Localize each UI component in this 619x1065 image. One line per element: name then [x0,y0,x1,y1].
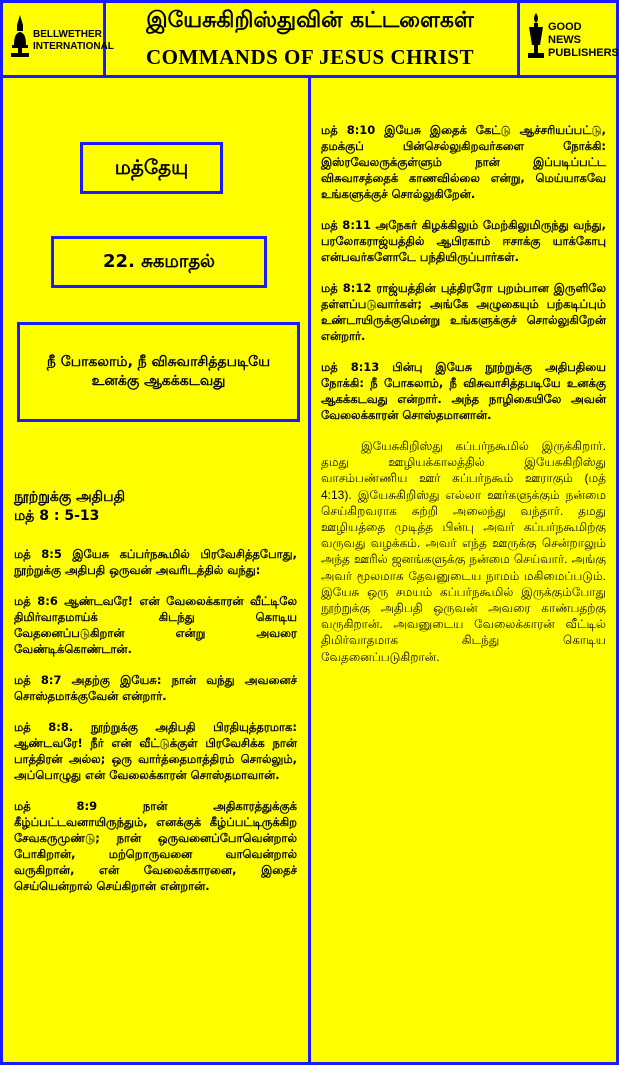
title-tamil: இயேசுகிறிஸ்துவின் கட்டளைகள் [146,8,474,33]
verse-8-8: மத் 8:8. நூற்றுக்கு அதிபதி பிரதியுத்தரமாக: ஆண்டவரே! நீர் என் வீட்டுக்குள் பிரவேசிக்க நான் பாத்திரன் அல்ல; ஒரு வார்த்தைமாத்திரம் சொல்லும், அப்பொழுது என் வேலைக்காரன் சொஸ்தமாவான். [14,720,297,782]
bellwether-logo [3,3,114,75]
good-news-logo [517,3,619,75]
verse-8-5: மத் 8:5 இயேசு கப்பர்நகூமில் பிரவேசித்தபோது, நூற்றுக்கு அதிபதி ஒருவன் அவரிடத்தில் வந்து: [14,547,297,577]
left-logo-line1: BELLWETHER [33,29,102,40]
bell-tower-icon [9,15,31,59]
verse-8-10: மத் 8:10 இயேசு இதைக் கேட்டு ஆச்சரியப்பட்டு, தமக்குப் பின்செல்லுகிறவர்களை நோக்கி: இஸ்ரவேலருக்குள்ளும் நான் இப்படிப்பட்ட விசுவாசத்தைக் காணவில்லை என்று, மெய்யாகவே உங்களுக்குச் சொல்லுகிறேன். [321,123,606,201]
verse-8-11: மத் 8:11 அநேகர் கிழக்கிலும் மேற்கிலுமிருந்து வந்து, பரலோகராஜ்யத்தில் ஆபிரகாம் ஈசாக்கு யாக்கோபு என்பவர்களோடே பந்தியிருப்பார்கள். [321,218,606,264]
subtitle-box: நீ போகலாம், நீ விசுவாசித்தபடியே உனக்கு ஆகக்கடவது [17,322,300,422]
book-title: மத்தேயு [80,142,223,194]
verse-8-9: மத் 8:9 நான் அதிகாரத்துக்குக் கீழ்ப்பட்டவனாயிருந்தும், எனக்குக் கீழ்ப்பட்டிருக்கிற சேவகருமுண்டு; நான் ஒருவனைப்போவென்றால் போகிறான், மற்றொருவனை வாவென்றால் வருகிறான், என் வேலைக்காரனை, இதைச் செய்யென்றால் செய்கிறான் என்றான். [14,799,297,893]
right-logo-line2: PUBLISHERS [548,47,619,59]
header [0,0,619,78]
verse-8-12: மத் 8:12 ராஜ்யத்தின் புத்திரரோ புறம்பான இருளிலே தள்ளப்படுவார்கள்; அங்கே அழுகையும் பற்கடிப்பும் உண்டாயிருக்குமென்று உங்களுக்குச் சொல்லுகிறேன் என்றார். [321,281,606,343]
verse-8-6: மத் 8:6 ஆண்டவரே! என் வேலைக்காரன் வீட்டிலே திமிர்வாதமாய்க் கிடந்து கொடிய வேதனைப்படுகிறான் என்று அவரை வேண்டிக்கொண்டான். [14,594,297,656]
left-logo-line2: INTERNATIONAL [33,41,114,52]
section-heading-title: நூற்றுக்கு அதிபதி [14,489,126,505]
commentary-paragraph: இயேசுகிறிஸ்து கப்பர்நகூமில் இருக்கிறார். தமது ஊழியக்காலத்தில் இயேசுகிறிஸ்து வாசம்பண்ணிய ஊர் கப்பர்நகூம் ஊராகும் (மத் 4:13). இயேசுகிறிஸ்து எல்லா ஊர்களுக்கும் நன்மை செய்கிறவராக சுற்றி அலைந்து வந்தார். தமது ஊழியத்தை முடித்த பின்பு அவர் கப்பர்நகூமிற்கு வருவது வழக்கம். அவர் எந்த ஊருக்கு சென்றாலும் அந்த ஊரில் ஜனங்களுக்கு நன்மை செய்வார். அங்கு அவர் மூலமாக தேவனுடைய நாமம் மகிமைப்படும். இயேசு ஒரு சமயம் கப்பர்நகூமில் இருக்கும்போது நூற்றுக்கு அதிபதி ஒருவன் அவரை காண்பதற்கு வருகிறான். அவனுடைய வேலைக்காரன் வீட்டில் திமிர்வாதமாக கிடந்து கொடிய வேதனைப்படுகிறான். [321,439,606,664]
right-column [321,122,606,680]
verse-8-13: மத் 8:13 பின்பு இயேசு நூற்றுக்கு அதிபதியை நோக்கி: நீ போகலாம், நீ விசுவாசித்தபடியே உனக்கு ஆகக்கடவது என்றார். அந்த நாழிகையிலே அவன் வேலைக்காரன் சொஸ்தமானான். [321,360,606,422]
chapter-title: 22. சுகமாதல் [51,236,267,288]
verse-8-7: மத் 8:7 அதற்கு இயேசு: நான் வந்து அவனைச் சொஸ்தமாக்குவேன் என்றார். [14,673,297,703]
right-logo-line1: GOOD NEWS [548,21,582,46]
lamp-icon [526,13,546,61]
section-heading [14,488,297,526]
section-heading-reference: மத் 8 : 5-13 [14,508,100,524]
column-divider [308,78,311,1062]
title-english: COMMANDS OF JESUS CHRIST [145,45,474,69]
left-column [14,488,297,909]
